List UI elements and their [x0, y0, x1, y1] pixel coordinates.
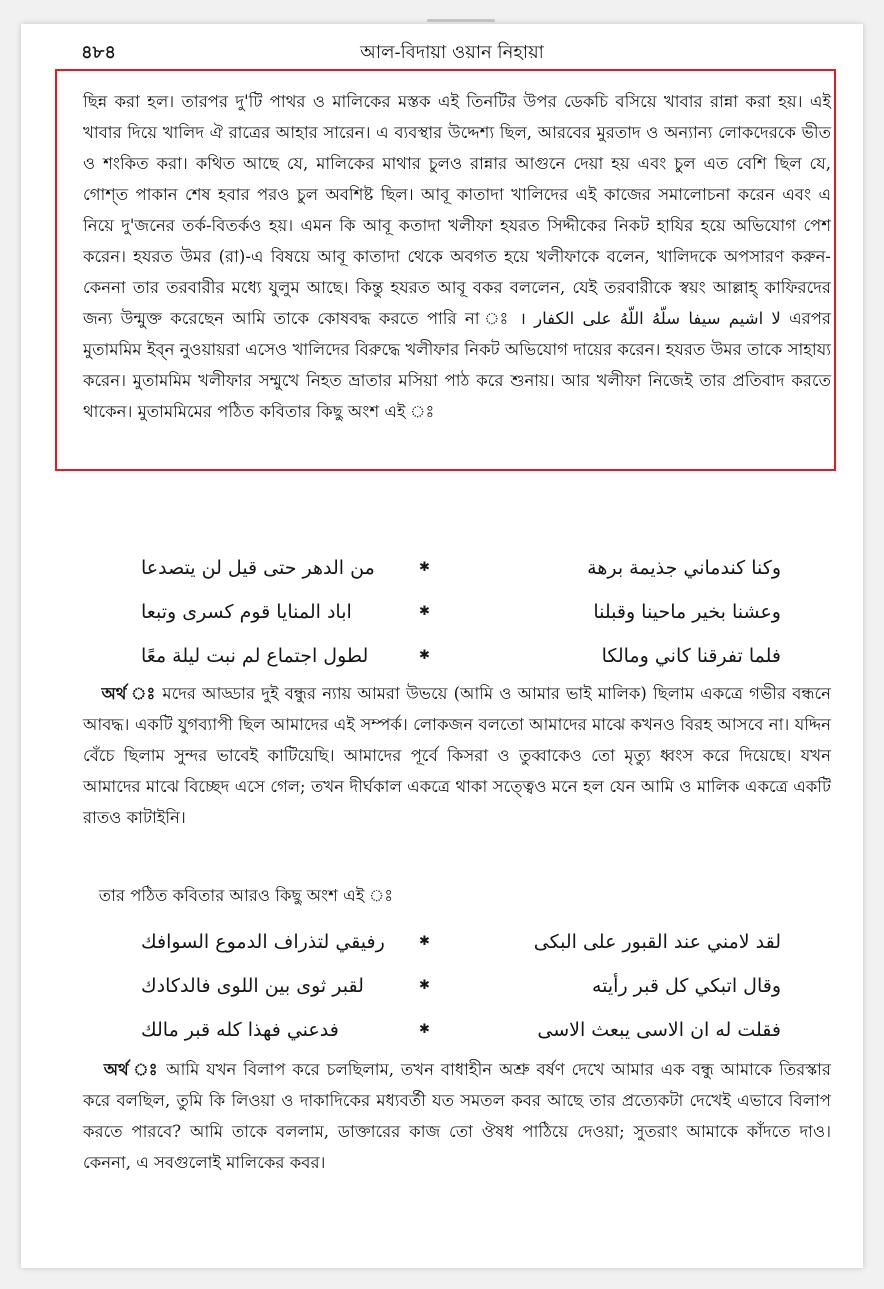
hemistich-left: فدعني فهذا كله قبر مالك — [141, 1019, 339, 1041]
verse-separator-icon: ✱ — [419, 560, 430, 575]
intro-line — [83, 880, 831, 911]
hemistich-right: فقلت له ان الاسى يبعث الاسى — [537, 1019, 781, 1041]
book-title: আল-বিদায়া ওয়ান নিহায়া — [360, 42, 544, 63]
poem-line — [101, 920, 801, 964]
verse-separator-icon: ✱ — [419, 604, 430, 619]
translation-block-2 — [83, 1054, 831, 1178]
hemistich-right: وقال اتبكي كل قبر رأيته — [591, 975, 781, 997]
hemistich-left: لقبر ثوى بين اللوى فالدكادك — [141, 975, 364, 997]
translation-text: আমি যখন বিলাপ করে চলছিলাম, তখন বাধাহীন অশ্রু বর্ষণ দেখে আমার এক বন্ধু আমাকে তিরস্কার করে বলছিল, তুমি কি লিওয়া ও দাকাদিকের মধ্যবর্তী যত সমতল কবর আছে তার প্রত্যেকটা দেখেই এভাবে বিলাপ করতে পারবে? আমি তাকে বললাম, ডাক্তারের কাজ তো ঔষধ পাঠিয়ে দেওয়া; সুতরাং আমাকে কাঁদতে দাও। কেননা, এ সবগুলোই মালিকের কবর। — [83, 1060, 831, 1172]
hemistich-left: اباد المنايا قوم كسرى وتبعا — [141, 601, 352, 623]
poem-line — [101, 546, 801, 590]
poem-line — [101, 1008, 801, 1052]
hemistich-right: لقد لامني عند القبور على البكى — [533, 931, 781, 953]
intro-text: তার পঠিত কবিতার আরও কিছু অংশ এই ঃ — [98, 886, 394, 905]
translation-label: অর্থ ঃ — [101, 684, 157, 703]
drag-handle[interactable] — [427, 19, 495, 22]
poem-line — [101, 964, 801, 1008]
poem-line — [101, 590, 801, 634]
hemistich-right: وكنا كندماني جذيمة برهة — [587, 557, 781, 579]
poem-block-2 — [101, 920, 801, 1052]
arabic-quote: لا اشيم سيفا سلّهُ اللّهُ على الكفار । — [519, 309, 781, 328]
hemistich-right: وعشنا بخير ماحينا وقبلنا — [593, 601, 781, 623]
translation-block-1 — [83, 678, 831, 833]
paragraph-text: ছিন্ন করা হল। তারপর দু'টি পাথর ও মালিকের মস্তক এই তিনটির উপর ডেকচি বসিয়ে খাবার রান্না করা হয়। এই খাবার দিয়ে খালিদ ঐ রাত্রের আহার সারেন। এ ব্যবস্থার উদ্দেশ্য ছিল, আরবের মুরতাদ ও অন্যান্য লোকদেরকে ভীত ও শংকিত করা। কথিত আছে যে, মালিকের মাথার চুলও রান্নার আগুনে দেয়া হয় এবং চুল এত বেশি ছিল যে, গোশ্‌ত পাকান শেষ হবার পরও চুল অবশিষ্ট ছিল। আবূ কাতাদা খালিদের এই কাজের সমালোচনা করেন এবং এ নিয়ে দু'জনের তর্ক-বিতর্কও হয়। এমন কি আবূ কতাদা খলীফা হযরত সিদ্দীকের নিকট হাযির হয়ে অভিযোগ পেশ করেন। হযরত উমর (রা)-এ বিষয়ে আবূ কাতাদা থেকে অবগত হয়ে খলীফাকে বলেন, খালিদকে অপসারণ করুন-কেননা তার তরবারীর মধ্যে যুলুম আছে। কিন্তু হযরত আবূ বকর বললেন, যেই তরবারীকে স্বয়ং আল্লাহ্‌ কাফিরদের জন্য উন্মুক্ত করেছেন আমি তাকে কোষবদ্ধ করতে পারি না ঃ — [83, 92, 831, 328]
translation-text: মদের আড্ডার দুই বন্ধুর ন্যায় আমরা উভয়ে (আমি ও আমার ভাই মালিক) ছিলাম একত্রে গভীর বন্ধনে আবদ্ধ। একটি যুগব্যাপী ছিল আমাদের এই সম্পর্ক। লোকজন বলতো আমাদের মাঝে কখনও বিরহ আসবে না। যদ্দিন বেঁচে ছিলাম সুন্দর ভাবেই কাটিয়েছি। আমাদের পূর্বে কিসরা ও তুব্বাকেও তো মৃত্যু ধ্বংস করে দিয়েছে। যখন আমাদের মাঝে বিচ্ছেদ এসে গেল; তখন দীর্ঘকাল একত্রে থাকা সত্ত্বেও মনে হল যেন আমি ও মালিক একত্রে একটি রাতও কাটাইনি। — [83, 684, 831, 827]
document-page — [21, 24, 863, 1268]
hemistich-left: لطول اجتماع لم نبت ليلة معًا — [141, 645, 369, 667]
poem-line — [101, 634, 801, 678]
verse-separator-icon: ✱ — [419, 978, 430, 993]
verse-separator-icon: ✱ — [419, 934, 430, 949]
verse-separator-icon: ✱ — [419, 648, 430, 663]
paragraph-block-1 — [83, 86, 831, 427]
hemistich-right: فلما تفرقنا كاني ومالكا — [601, 645, 781, 667]
translation-label: অর্থ ঃ — [103, 1060, 160, 1079]
verse-separator-icon: ✱ — [419, 1022, 430, 1037]
hemistich-left: من الدهر حتى قيل لن يتصدعا — [141, 557, 375, 579]
running-head — [81, 34, 823, 64]
page-number: ৪৮৪ — [81, 42, 117, 63]
poem-block-1 — [101, 546, 801, 678]
paragraph-text-continued: এরপর মুতামমিম ইব্‌ন নুওয়ায়রা এসেও খালিদের বিরুদ্ধে খলীফার নিকট অভিযোগ দায়ের করেন। হযরত উমর তাকে সাহায্য করেন। মুতামমিম খলীফার সম্মুখে নিহত ভ্রাতার মসিয়া পাঠ করে শুনায়। আর খলীফা নিজেই তার প্রতিবাদ করতে থাকেন। মুতামমিমের পঠিত কবিতার কিছু অংশ এই ঃ — [83, 309, 831, 421]
hemistich-left: رفيقي لتذراف الدموع السوافك — [141, 931, 385, 953]
